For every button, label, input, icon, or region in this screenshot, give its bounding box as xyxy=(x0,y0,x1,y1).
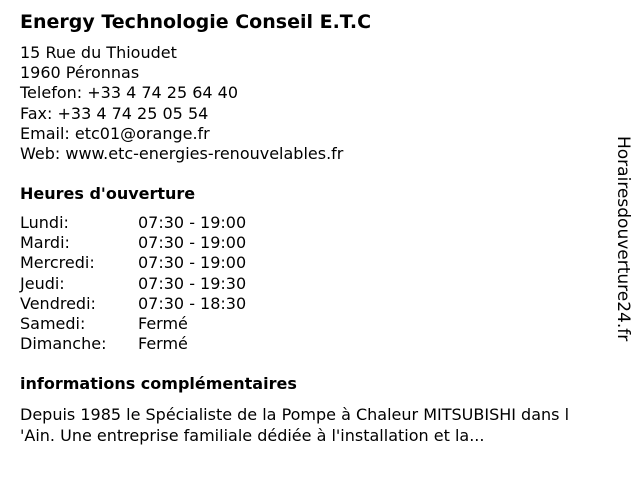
opening-hours-heading: Heures d'ouverture xyxy=(20,184,196,203)
phone-line: Telefon: +33 4 74 25 64 40 xyxy=(20,83,239,103)
hours-row-wednesday xyxy=(20,253,246,273)
contact-block xyxy=(20,43,343,164)
site-watermark: Horairesdouverture24.fr xyxy=(613,136,633,342)
fax-line: Fax: +33 4 74 25 05 54 xyxy=(20,103,209,123)
hours-time: Fermé xyxy=(138,313,188,333)
hours-day-label: Mercredi: xyxy=(20,253,95,273)
hours-time: Fermé xyxy=(138,334,188,354)
business-name: Energy Technologie Conseil E.T.C xyxy=(20,11,372,33)
hours-day-label: Mardi: xyxy=(20,233,70,253)
hours-row-friday xyxy=(20,294,246,314)
business-description xyxy=(20,404,630,446)
hours-day-label: Jeudi: xyxy=(20,273,65,293)
hours-time: 07:30 - 19:30 xyxy=(138,273,247,293)
hours-time: 07:30 - 19:00 xyxy=(138,233,247,253)
hours-row-sunday xyxy=(20,334,246,354)
hours-row-monday xyxy=(20,213,246,233)
hours-day-label: Vendredi: xyxy=(20,293,96,313)
hours-day-label: Dimanche: xyxy=(20,334,107,354)
hours-time: 07:30 - 18:30 xyxy=(138,293,247,313)
description-line: Depuis 1985 le Spécialiste de la Pompe à Chaleur MITSUBISHI dans l xyxy=(20,405,570,424)
opening-hours-table xyxy=(20,213,246,354)
hours-time: 07:30 - 19:00 xyxy=(138,213,247,232)
email-line: Email: etc01@orange.fr xyxy=(20,123,210,143)
additional-info-heading: informations complémentaires xyxy=(20,374,297,393)
hours-row-thursday xyxy=(20,274,246,294)
hours-row-tuesday xyxy=(20,233,246,253)
hours-row-saturday xyxy=(20,314,246,334)
website-line: Web: www.etc-energies-renouvelables.fr xyxy=(20,143,344,163)
description-line: 'Ain. Une entreprise familiale dédiée à l'installation et la... xyxy=(20,426,485,445)
hours-time: 07:30 - 19:00 xyxy=(138,253,247,273)
address-street: 15 Rue du Thioudet xyxy=(20,43,177,62)
hours-day-label: Samedi: xyxy=(20,313,86,333)
address-city: 1960 Péronnas xyxy=(20,63,140,83)
hours-day-label: Lundi: xyxy=(20,213,69,232)
